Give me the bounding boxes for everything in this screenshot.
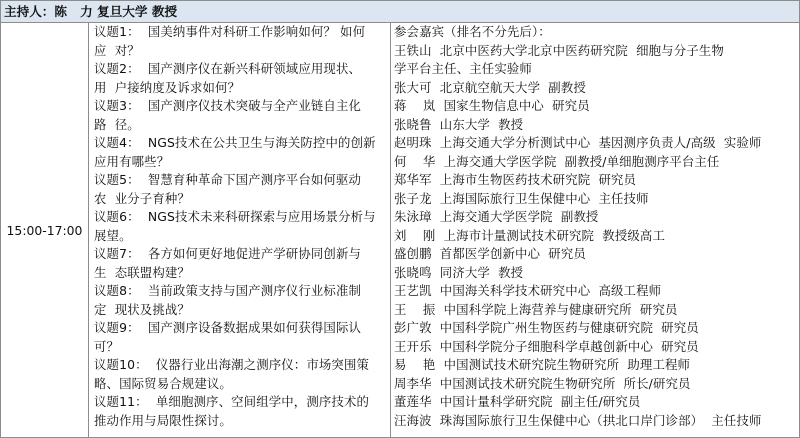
guest-line: 蒋 岚 国家生物信息中心 研究员 (394, 98, 590, 113)
guest-line: 张大可 北京航空航天大学 副教授 (394, 79, 586, 95)
topic-line: 议题11： 单细胞测序、空间组学中，测序技术的 (94, 394, 370, 409)
guest-line: 王艺凯 中国海关科学技术研究中心 高级工程师 (394, 283, 662, 298)
topics-cell (89, 23, 391, 437)
guest-line: 张晓鲁 山东大学 教授 (394, 116, 524, 132)
guest-line: 王 振 中国科学院上海营养与健康研究所 研究员 (394, 301, 678, 317)
topic-line: 议题2： 国产测序仪在新兴科研领域应用现状、 (94, 61, 362, 76)
topic-line: 议题3： 国产测序仪技术突破与全产业链自主化 (94, 98, 362, 113)
guest-line: 汪海波 珠海国际旅行卫生保健中心（拱北口岸门诊部） 主任技师 (394, 412, 762, 428)
guest-line: 周李华 中国测试技术研究院生物研究所 所长/研究员 (394, 375, 691, 391)
guest-line: 张子龙 上海国际旅行卫生保健中心 主任技师 (394, 190, 649, 206)
guest-line: 张晓鸣 同济大学 教授 (394, 264, 524, 280)
guests-heading: 参会嘉宾（排名不分先后）： (394, 24, 551, 39)
host-row: 主持人：陈 力 复旦大学 教授 (1, 1, 799, 23)
topic-line: 议题10： 仪器行业出海潮之测序仪：市场突围策 (94, 357, 370, 372)
topic-line: 用 户接纳度及诉求如何？ (94, 79, 241, 95)
guest-line: 盛创鹏 首都医学创新中心 研究员 (394, 246, 586, 261)
guest-line: 王开乐 中国科学院分子细胞科学卓越创新中心 研究员 (394, 338, 699, 354)
topic-line: 议题8： 当前政策支持与国产测序仪行业标准制 (94, 283, 362, 298)
guest-line: 王铁山 北京中医药大学北京中医药研究院 细胞与分子生物 (394, 42, 724, 58)
topic-line: 定 现状及挑战？ (94, 301, 190, 317)
topic-line: 应用有哪些？ (94, 153, 170, 169)
guest-line: 学平台主任、主任实验师 (394, 61, 532, 76)
session-time-cell (1, 23, 89, 437)
topic-line: 议题4： NGS技术在公共卫生与海关防控中的创新 (94, 135, 376, 150)
guests-cell (391, 23, 799, 437)
topic-line: 略、国际贸易合规建议。 (94, 375, 232, 391)
topic-line: 议题7： 各方如何更好地促进产学研协同创新与 (94, 246, 362, 261)
guest-line: 朱泳璋 上海交通大学医学院 副教授 (394, 209, 599, 224)
guest-line: 郑华军 上海市生物医药技术研究院 研究员 (394, 172, 637, 187)
topic-line: 可？ (94, 338, 120, 354)
topic-line: 生 态联盟构建？ (94, 264, 190, 280)
guest-line: 彭广敦 中国科学院广州生物医药与健康研究院 研究员 (394, 320, 699, 335)
session-time: 15:00-17:00 (6, 222, 83, 238)
topic-line: 议题5： 智慧育种革命下国产测序平台如何驱动 (94, 172, 362, 187)
guest-line: 赵明珠 上海交通大学分析测试中心 基因测序负责人/高级 实验师 (394, 135, 762, 150)
topic-line: 推动作用与局限性探讨。 (94, 412, 232, 428)
topic-line: 议题6： NGS技术未来科研探索与应用场景分析与 (94, 209, 376, 224)
topic-line: 路 径。 (94, 116, 140, 132)
topic-line: 议题9： 国产测序设备数据成果如何获得国际认 (94, 320, 362, 335)
guest-line: 易 艳 中国测试技术研究院生物研究所 助理工程师 (394, 357, 691, 372)
guest-line: 董莲华 中国计量科学研究院 副主任/研究员 (394, 394, 641, 409)
guest-line: 何 华 上海交通大学医学院 副教授/单细胞测序平台主任 (394, 153, 720, 169)
guest-line: 刘 刚 上海市计量测试技术研究院 教授级高工 (394, 227, 665, 243)
topic-line: 农 业分子育种？ (94, 190, 190, 206)
topic-line: 应 对？ (94, 42, 140, 58)
topic-line: 议题1： 国美纳事件对科研工作影响如何？ 如何 (94, 24, 366, 39)
topic-line: 展望。 (94, 227, 132, 243)
